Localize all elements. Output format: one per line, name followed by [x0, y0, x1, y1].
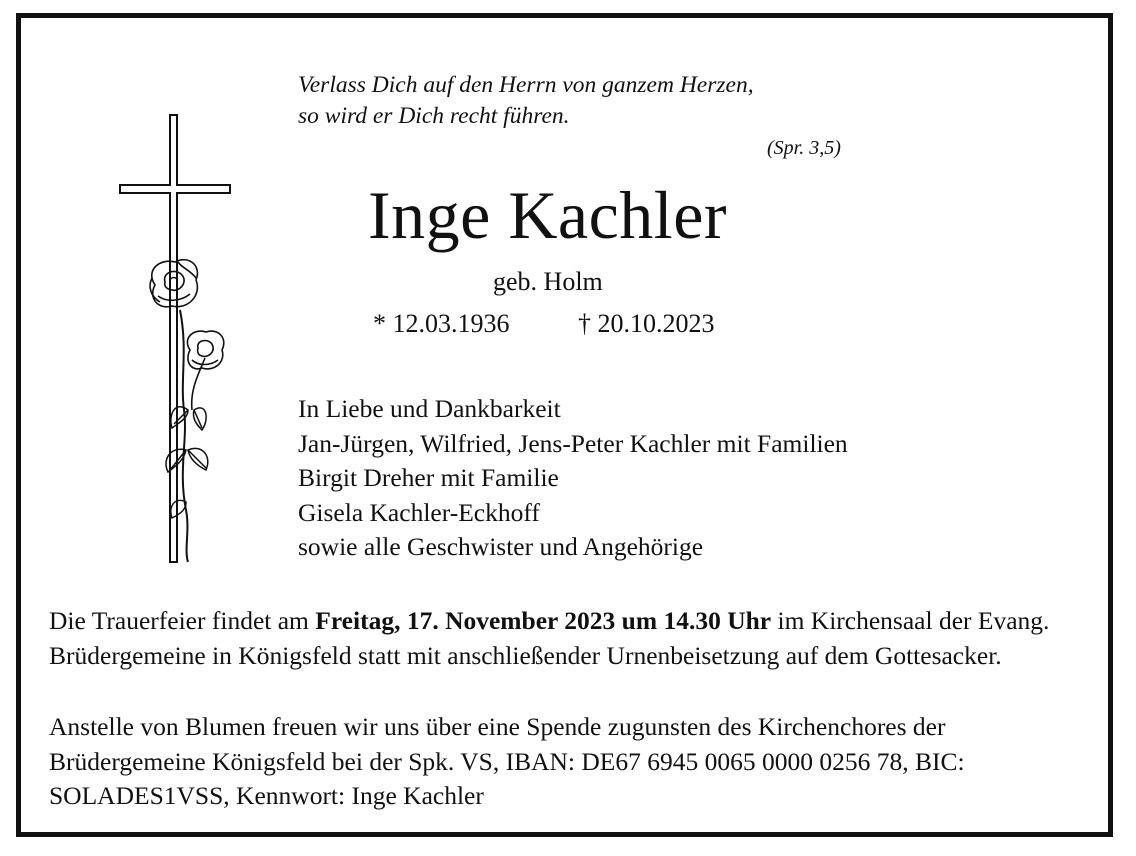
bible-verse: [298, 70, 754, 132]
service-notice-intro: Die Trauerfeier findet am: [49, 606, 316, 635]
verse-reference: (Spr. 3,5): [767, 137, 841, 159]
cross-with-roses-icon: [110, 110, 235, 570]
service-notice-location: im Kirchensaal der Evang. Brüdergemeine in Königsfeld statt mit anschließender Urnenbeisetzung auf dem Gottesacker.: [49, 606, 1050, 670]
donation-notice: Anstelle von Blumen freuen wir uns über eine Spende zugunsten des Kirchenchores der Brüdergemeine Königsfeld bei der Spk. VS, IBAN: DE67 6945 0065 0000 0256 78, BIC: SOLADES1VSS, Kennwort: Inge Kachler: [49, 712, 965, 810]
mourner-line: Birgit Dreher mit Familie: [298, 463, 559, 492]
maiden-name: geb. Holm: [493, 267, 603, 296]
mourner-line: Gisela Kachler-Eckhoff: [298, 497, 540, 527]
verse-line-1: Verlass Dich auf den Herrn von ganzem Herzen,: [298, 72, 754, 98]
mourner-line: Jan-Jürgen, Wilfried, Jens-Peter Kachler mit Familien: [298, 428, 848, 458]
birth-date: * 12.03.1936: [373, 309, 510, 338]
service-date-time: Freitag, 17. November 2023 um 14.30 Uhr: [315, 606, 772, 635]
death-date: † 20.10.2023: [578, 309, 715, 338]
deceased-name: Inge Kachler: [368, 177, 728, 253]
mourners-list: [298, 392, 848, 565]
mourners-intro: In Liebe und Dankbarkeit: [298, 394, 561, 423]
verse-line-2: so wird er Dich recht führen.: [298, 103, 570, 129]
service-notice: [49, 604, 1089, 673]
mourner-line: sowie alle Geschwister und Angehörige: [298, 532, 704, 561]
